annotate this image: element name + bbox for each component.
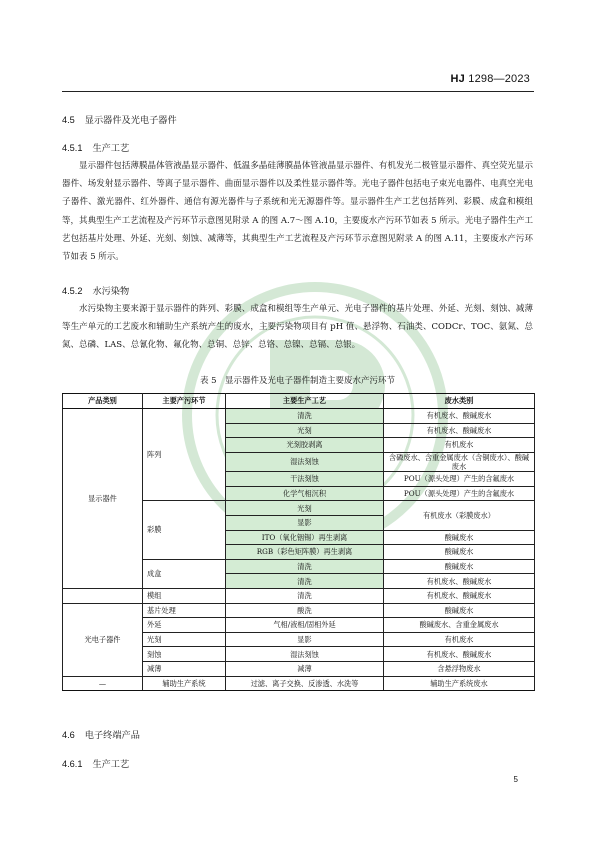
wastewater-cell: 有机废水、酸碱废水 [384, 574, 535, 589]
process-cell: 清洗 [226, 559, 384, 574]
wastewater-cell: 含悬浮物废水 [384, 661, 535, 676]
process-cell: 湿法刻蚀 [226, 452, 384, 471]
process-cell: RGB（彩色矩阵膜）再生剥离 [226, 545, 384, 560]
wastewater-source-table [62, 393, 535, 691]
process-cell: 显影 [226, 515, 384, 530]
table-row [63, 588, 535, 603]
standard-code: HJ 1298—2023 [450, 73, 530, 85]
wastewater-cell: 有机废水、酸碱废水 [384, 588, 535, 603]
product-display-cell-cont [63, 588, 143, 603]
table-row [63, 676, 535, 691]
section-4-5-2-heading: 4.5.2 水污染物 [62, 286, 130, 296]
section-4-6-1-heading: 4.6.1 生产工艺 [62, 759, 130, 769]
wastewater-cell: 酸碱废水 [384, 530, 535, 545]
process-cell: 显影 [226, 632, 384, 647]
wastewater-cell: 有机废水、酸碱废水 [384, 647, 535, 662]
process-cell: 光刻 [226, 501, 384, 516]
process-cell: 光刻胶剥离 [226, 438, 384, 453]
stage-substrate-cell: 基片处理 [143, 603, 226, 618]
wastewater-cell: POU（源头处理）产生的含氟废水 [384, 486, 535, 501]
wastewater-cell: 有机废水 [384, 438, 535, 453]
table-5-caption: 表 5 显示器件及光电子器件制造主要废水产污环节 [199, 376, 396, 386]
wastewater-cell: 有机废水、酸碱废水 [384, 409, 535, 424]
product-display-cell: 显示器件 [63, 409, 143, 589]
wastewater-cell: 酸碱废水 [384, 559, 535, 574]
header-divider [62, 91, 534, 92]
wastewater-cell: 酸碱废水 [384, 603, 535, 618]
wastewater-cell: 含磷废水、含重金属废水（含铜废水）、酸碱废水 [384, 452, 535, 471]
col-header-wastewater: 废水类别 [384, 394, 535, 409]
stage-module-cell: 模组 [143, 588, 226, 603]
stage-aux-cell: 辅助生产系统 [143, 676, 226, 691]
process-cell: 化学气相沉积 [226, 486, 384, 501]
col-header-product: 产品类别 [63, 394, 143, 409]
wastewater-cell: 有机废水 [384, 632, 535, 647]
stage-cell-assembly-cell: 成盒 [143, 559, 226, 588]
process-cell: ITO（氧化铟锡）再生剥离 [226, 530, 384, 545]
wastewater-cell: 酸碱废水、含重金属废水 [384, 618, 535, 633]
col-header-process: 主要生产工艺 [226, 394, 384, 409]
wastewater-cell: 有机废水、酸碱废水 [384, 423, 535, 438]
process-cell: 气相/液相/固相外延 [226, 618, 384, 633]
product-opto-cell: 光电子器件 [63, 603, 143, 676]
wastewater-cell: 有机废水（彩膜废水） [384, 501, 535, 530]
stage-epitaxy-cell: 外延 [143, 618, 226, 633]
stage-etch-cell: 刻蚀 [143, 647, 226, 662]
wastewater-cell: 辅助生产系统废水 [384, 676, 535, 691]
process-cell: 过滤、离子交换、反渗透、水洗等 [226, 676, 384, 691]
process-cell: 清洗 [226, 588, 384, 603]
process-cell: 酸洗 [226, 603, 384, 618]
process-cell: 光刻 [226, 423, 384, 438]
process-cell: 干法刻蚀 [226, 472, 384, 487]
col-header-stage: 主要产污环节 [143, 394, 226, 409]
section-4-5-1-heading: 4.5.1 生产工艺 [62, 143, 130, 153]
table-row [63, 603, 535, 618]
stage-array-cell: 阵列 [143, 409, 226, 501]
process-cell: 湿法刻蚀 [226, 647, 384, 662]
wastewater-cell: 酸碱废水 [384, 545, 535, 560]
page-number: 5 [513, 775, 518, 784]
stage-color-filter-cell: 彩膜 [143, 501, 226, 559]
process-cell: 清洗 [226, 574, 384, 589]
product-none-cell: — [63, 676, 143, 691]
section-4-6-heading: 4.6 电子终端产品 [62, 730, 140, 740]
section-4-5-2-paragraph: 水污染物主要来源于显示器件的阵列、彩膜、成盒和模组等生产单元、光电子器件的基片处理、外延、光刻、刻蚀、减薄等生产单元的工艺废水和辅助生产系统产生的废水，主要污染物项目有 pH 值、悬浮物、石油类、CODCr、TOC、氨氮、总氮、总磷、LAS、总氰化物、氟化物、总铜、总锌、总铬、总镍、总镉、总银。 [62, 304, 533, 351]
stage-thinning-cell: 减薄 [143, 661, 226, 676]
table-header-row [63, 394, 535, 409]
stage-litho-cell: 光刻 [143, 632, 226, 647]
process-cell: 减薄 [226, 661, 384, 676]
wastewater-cell: POU（源头处理）产生的含氟废水 [384, 472, 535, 487]
section-4-5-heading: 4.5 显示器件及光电子器件 [62, 115, 177, 125]
table-row [63, 409, 535, 424]
process-cell: 清洗 [226, 409, 384, 424]
section-4-5-1-paragraph: 显示器件包括薄膜晶体管液晶显示器件、低温多晶硅薄膜晶体管液晶显示器件、有机发光二极管显示器件、真空荧光显示器件、场发射显示器件、等离子显示器件、曲面显示器件以及柔性显示器件等。光电子器件包括电子束光电器件、电真空光电子器件、激光器件、红外器件、通信有源光器件与子系统和光无源器件等。显示器件生产工艺包括阵列、彩膜、成盒和模组等，其典型生产工艺流程及产污环节示意图见附录 A 的图 A.7～图 A.10，主要废水产污环节如表 5 所示。光电子器件生产工艺包括基片处理、外延、光刻、刻蚀、减薄等，其典型生产工艺流程及产污环节示意图见附录 A 的图 A.11，主要废水产污环节如表 5 所示。 [62, 161, 533, 263]
